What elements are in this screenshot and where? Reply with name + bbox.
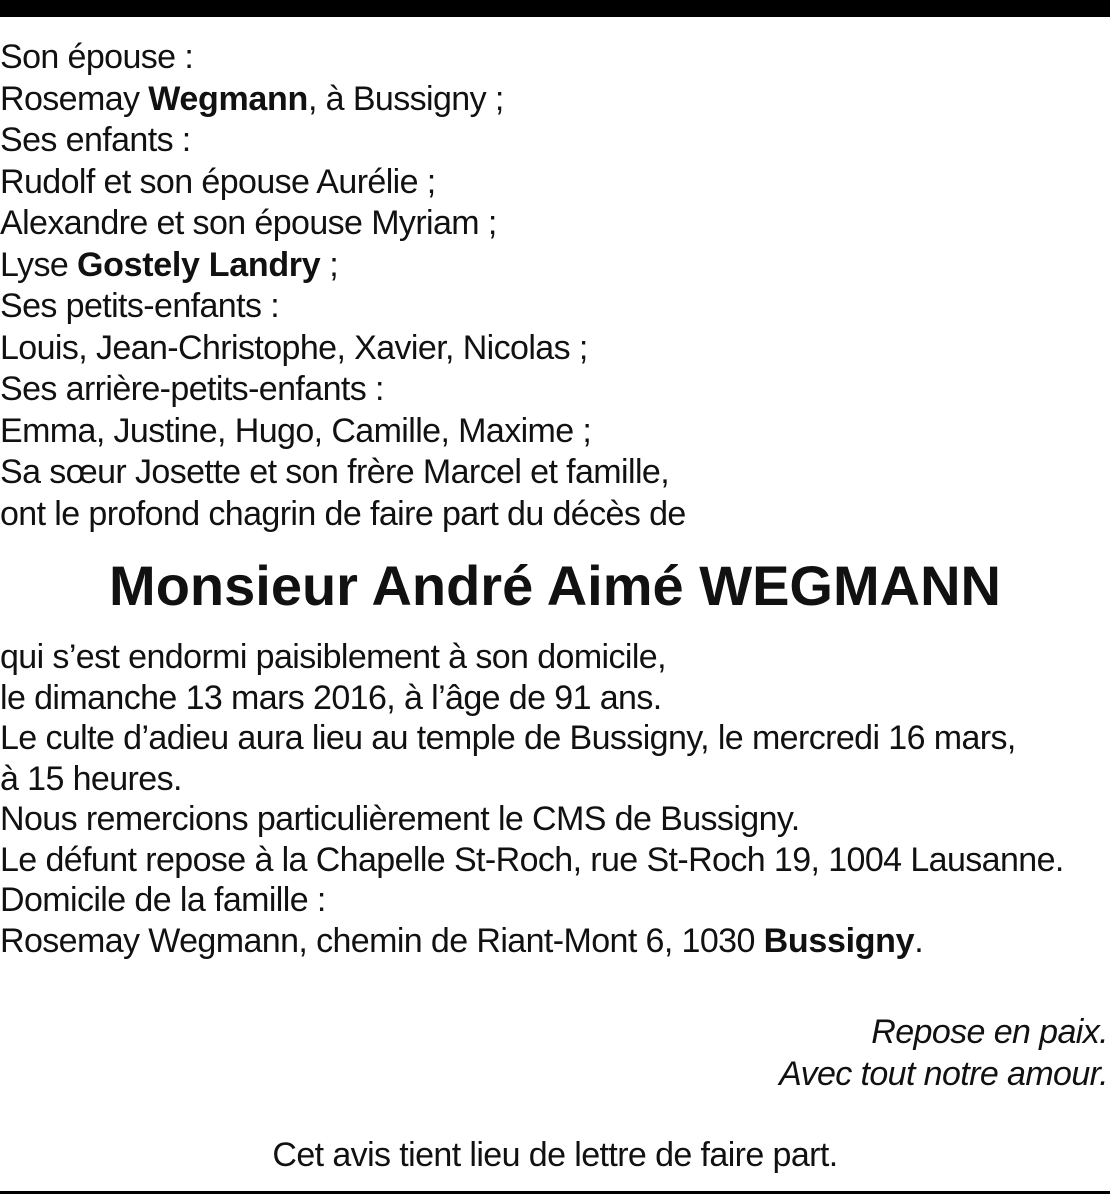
details-line-1: qui s’est endormi paisiblement à son domicile,	[0, 638, 666, 676]
details-line-4: à 15 heures.	[0, 759, 182, 798]
details-line-7: Domicile de la famille :	[0, 881, 326, 919]
grandchildren-heading: Ses petits-enfants :	[0, 287, 280, 325]
grandchildren-names: Louis, Jean-Christophe, Xavier, Nicolas ;	[0, 328, 588, 367]
spouse-first-name: Rosemay	[0, 79, 149, 118]
child-line-1: Rudolf et son épouse Aurélie ;	[0, 162, 436, 201]
deceased-name-heading: Monsieur André Aimé WEGMANN	[109, 554, 1001, 617]
address-end: .	[914, 921, 924, 960]
details-line-2: le dimanche 13 mars 2016, à l’âge de 91 ans.	[0, 678, 662, 717]
spouse-place: , à Bussigny ;	[307, 79, 504, 118]
spouse-line	[0, 79, 1100, 121]
closing-line-2: Avec tout notre amour.	[779, 1055, 1108, 1093]
child-3-first-name: Lyse	[0, 245, 78, 284]
great-grandchildren-names: Emma, Justine, Hugo, Camille, Maxime ;	[0, 411, 592, 450]
child-line-2: Alexandre et son épouse Myriam ;	[0, 204, 497, 242]
top-border-rule	[0, 0, 1110, 17]
closing-words	[779, 1011, 1108, 1095]
details-line-3: Le culte d’adieu aura lieu au temple de Bussigny, le mercredi 16 mars,	[0, 719, 1016, 757]
family-address-line	[0, 921, 1100, 962]
children-heading: Ses enfants :	[0, 121, 191, 159]
announcement-line: ont le profond chagrin de faire part du décès de	[0, 494, 686, 533]
child-3-end: ;	[320, 245, 339, 284]
spouse-surname: Wegmann	[148, 79, 308, 118]
family-list	[0, 37, 1100, 535]
funeral-details	[0, 637, 1100, 961]
siblings-line: Sa sœur Josette et son frère Marcel et famille,	[0, 453, 670, 491]
details-line-5: Nous remercions particulièrement le CMS de Bussigny.	[0, 800, 800, 838]
footer-note: Cet avis tient lieu de lettre de faire part.	[272, 1136, 838, 1174]
spouse-heading: Son épouse :	[0, 38, 194, 76]
address-start: Rosemay Wegmann, chemin de Riant-Mont 6, 1030	[0, 921, 764, 960]
great-grandchildren-heading: Ses arrière-petits-enfants :	[0, 370, 384, 408]
address-town: Bussigny	[763, 921, 915, 960]
child-line-3	[0, 245, 1100, 287]
child-3-surname: Gostely Landry	[77, 245, 321, 284]
details-line-6: Le défunt repose à la Chapelle St-Roch, rue St-Roch 19, 1004 Lausanne.	[0, 840, 1064, 879]
closing-line-1: Repose en paix.	[871, 1013, 1108, 1051]
